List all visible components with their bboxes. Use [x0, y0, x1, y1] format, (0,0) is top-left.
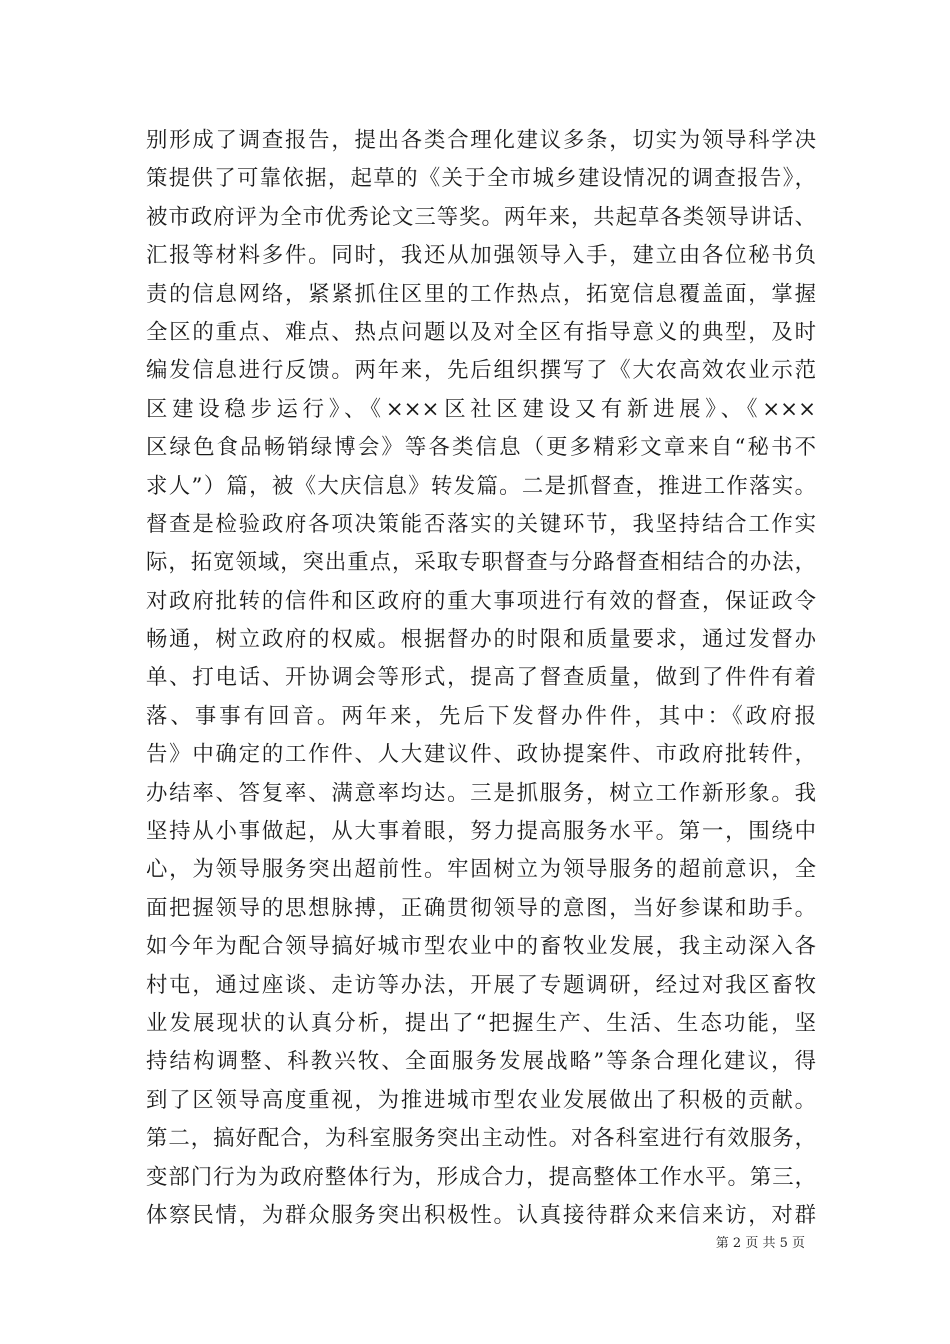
text-line: 办结率、答复率、满意率均达。三是抓服务，树立工作新形象。我: [146, 780, 816, 806]
text-line: 单、打电话、开协调会等形式，提高了督查质量，做到了件件有着: [146, 665, 816, 691]
text-line: 到了区领导高度重视，为推进城市型农业发展做出了积极的贡献。: [146, 1087, 816, 1113]
body-text: [146, 122, 816, 1235]
text-line: 业发展现状的认真分析，提出了“把握生产、生活、生态功能，坚: [146, 1010, 816, 1036]
text-line: 督查是检验政府各项决策能否落实的关键环节，我坚持结合工作实: [146, 511, 816, 537]
text-line: 告》中确定的工作件、人大建议件、政协提案件、市政府批转件，: [146, 742, 816, 768]
page-footer: 第 2 页 共 5 页: [715, 1236, 805, 1251]
text-line: 变部门行为为政府整体行为，形成合力，提高整体工作水平。第三，: [146, 1164, 816, 1190]
text-line: 求人”）篇，被《大庆信息》转发篇。二是抓督查，推进工作落实。: [146, 473, 816, 499]
text-line: 区绿色食品畅销绿博会》等各类信息（更多精彩文章来自“秘书不: [146, 435, 816, 461]
text-line: 落、事事有回音。两年来，先后下发督办件件，其中：《政府报: [146, 703, 816, 729]
text-line: 持结构调整、科教兴牧、全面服务发展战略”等条合理化建议，得: [146, 1049, 816, 1075]
text-line: 第二，搞好配合，为科室服务突出主动性。对各科室进行有效服务，: [146, 1126, 816, 1152]
text-line: 别形成了调查报告，提出各类合理化建议多条，切实为领导科学决: [146, 128, 816, 153]
text-line: 编发信息进行反馈。两年来，先后组织撰写了《大农高效农业示范: [146, 358, 816, 384]
text-line: 面把握领导的思想脉搏，正确贯彻领导的意图，当好参谋和助手。: [146, 895, 816, 921]
text-line: 对政府批转的信件和区政府的重大事项进行有效的督查，保证政令: [146, 588, 816, 614]
text-line: 村屯，通过座谈、走访等办法，开展了专题调研，经过对我区畜牧: [146, 972, 816, 998]
text-line: 体察民情，为群众服务突出积极性。认真接待群众来信来访，对群: [146, 1202, 816, 1228]
text-line: 责的信息网络，紧紧抓住区里的工作热点，拓宽信息覆盖面，掌握: [146, 281, 816, 307]
text-line: 汇报等材料多件。同时，我还从加强领导入手，建立由各位秘书负: [146, 243, 816, 269]
text-line: 全区的重点、难点、热点问题以及对全区有指导意义的典型，及时: [146, 319, 816, 345]
text-line: 坚持从小事做起，从大事着眼，努力提高服务水平。第一，围绕中: [146, 819, 816, 845]
text-line: 心，为领导服务突出超前性。牢固树立为领导服务的超前意识，全: [146, 857, 816, 883]
text-line: 际，拓宽领域，突出重点，采取专职督查与分路督查相结合的办法，: [146, 550, 816, 576]
text-line: 策提供了可靠依据，起草的《关于全市城乡建设情况的调查报告》，: [146, 166, 816, 192]
text-line: 被市政府评为全市优秀论文三等奖。两年来，共起草各类领导讲话、: [146, 204, 816, 230]
text-line: 畅通，树立政府的权威。根据督办的时限和质量要求，通过发督办: [146, 627, 816, 653]
text-line: 区建设稳步运行》、《×××区社区建设又有新进展》、《×××: [146, 396, 816, 422]
text-line: 如今年为配合领导搞好城市型农业中的畜牧业发展，我主动深入各: [146, 934, 816, 960]
